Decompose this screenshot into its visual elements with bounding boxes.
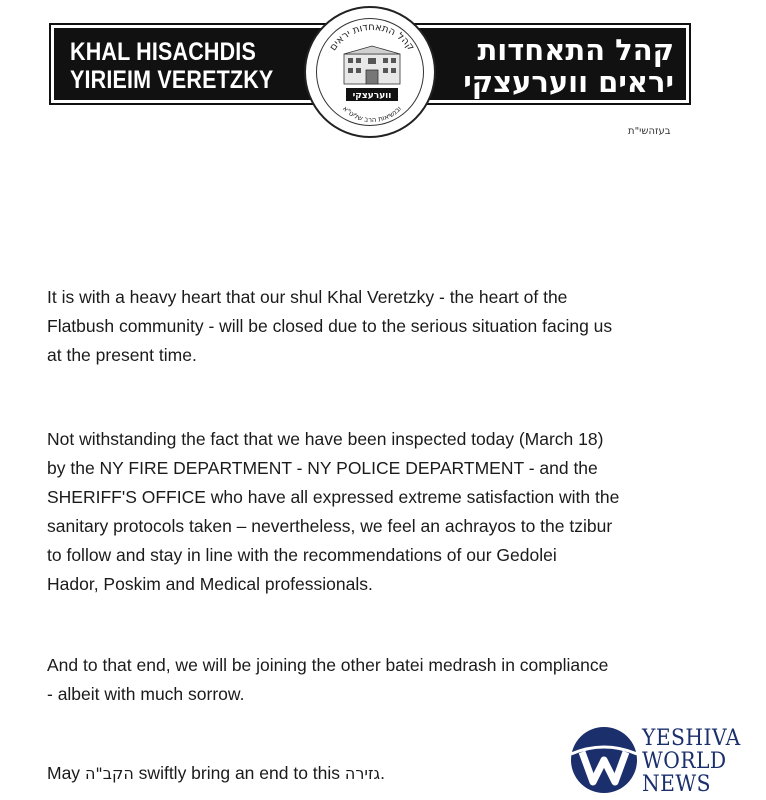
watermark-line1: YESHIVA	[642, 726, 741, 751]
closing-hebrew-gezeirah: גזירה	[344, 764, 381, 783]
text-line: And to that end, we will be joining the other batei medrash in compliance	[47, 655, 609, 675]
org-name-english-line1: KHAL HISACHDIS	[70, 38, 256, 66]
text-line: Flatbush community - will be closed due to the serious situation facing us	[47, 316, 613, 336]
text-line: sanitary protocols taken – nevertheless, we feel an achrayos to the tzibur	[47, 516, 613, 536]
text-line: to follow and stay in line with the recommendations of our Gedolei	[47, 545, 557, 565]
paragraph-compliance	[47, 651, 727, 709]
text-line: by the NY FIRE DEPARTMENT - NY POLICE DEPARTMENT - and the	[47, 458, 598, 478]
watermark-wordmark	[642, 727, 752, 796]
closing-text-mid: swiftly bring an end to this	[133, 763, 345, 783]
building-illustration	[344, 46, 400, 84]
org-name-english-line2: YIRIEIM VERETZKY	[70, 66, 274, 94]
text-line: SHERIFF'S OFFICE who have all expressed extreme satisfaction with the	[47, 487, 620, 507]
text-line: It is with a heavy heart that our shul Khal Veretzky - the heart of the	[47, 287, 568, 307]
watermark-line3: NEWS	[642, 772, 711, 797]
paragraph-closure-announcement	[47, 283, 727, 370]
text-line: - albeit with much sorrow.	[47, 684, 245, 704]
org-name-hebrew-line2: יראים ווערעצקי	[463, 65, 674, 99]
seal-artwork	[306, 8, 438, 140]
text-line: Hador, Poskim and Medical professionals.	[47, 574, 373, 594]
paragraph-inspection	[47, 425, 727, 599]
bsd-header: בעזהשי"ת	[628, 126, 671, 137]
seal-top-text: קהל התאחדות יראים	[327, 21, 417, 53]
org-name-hebrew-line1: קהל התאחדות	[477, 33, 674, 67]
yeshiva-world-news-logo-icon	[566, 722, 642, 798]
org-name-english	[70, 38, 274, 94]
text-line: at the present time.	[47, 345, 197, 365]
org-name-hebrew	[444, 34, 674, 98]
closing-text-pre: May	[47, 763, 85, 783]
closing-hebrew-hakadosh: הקב"ה	[84, 764, 134, 783]
closing-text-post: .	[380, 763, 385, 783]
seal-center-text: ווערעצקי	[352, 91, 392, 101]
seal-bottom-text: ובנשיאות הרב שליט"א	[340, 104, 404, 125]
watermark-line2: WORLD	[642, 749, 727, 774]
text-line: Not withstanding the fact that we have been inspected today (March 18)	[47, 429, 604, 449]
synagogue-seal	[304, 6, 436, 138]
